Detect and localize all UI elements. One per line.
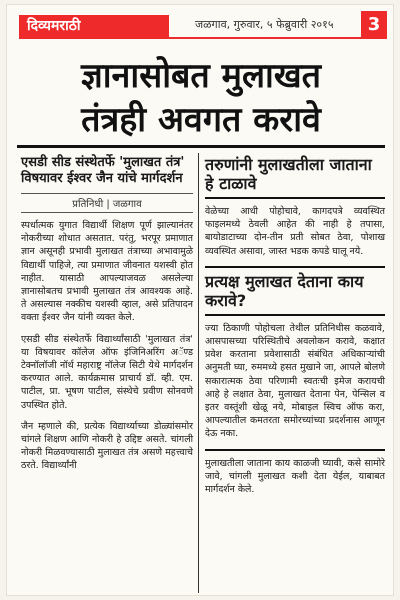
subheading: एसडी सीड संस्थेतर्फे 'मुलाखत तंत्र' विषयावर ईश्वर जैन यांचे मार्गदर्शन xyxy=(21,155,185,186)
right-column xyxy=(205,155,385,504)
dateline: जळगाव, गुरुवार, ५ फेब्रुवारी २०१५ xyxy=(195,18,334,31)
page-header xyxy=(7,11,395,43)
paragraph: ज्या ठिकाणी पोहोचला तेथील प्रतिनिधीस कळवावे, आसपासच्या परिस्थितीचे अवलोकन करावे, कक्षात प्रवेश करताना प्रवेशासाठी संबंधित अधिकाऱ्यांची अनुमती घ्या, रुममध्ये हसत मुखाने जा, आपले बोलणे सकारात्मक ठेवा परिणामी स्वतःची इमेज करायची आहे हे लक्षात ठेवा, मुलाखत देताना पेन, पेन्सिल व इतर वस्तूंशी खेळू नये, मोबाइल स्विच ऑफ करा, आपल्यातील कमतरता समोरच्यांच्या प्रदर्शनास आणून देऊ नका. xyxy=(205,322,385,440)
masthead-rule xyxy=(19,37,371,39)
column-divider xyxy=(198,153,199,593)
headline-divider xyxy=(17,145,385,148)
paragraph: वेळेच्या आधी पोहोचावे, कागदपत्रे व्यवस्थित फाइलमध्ये ठेवली आहेत की नाही हे तपासा, बायोडाटाच्या दोन-तीन प्रती सोबत ठेवा, पोशाख व्यवस्थित असावा, जास्त भडक कपडे घालू नये. xyxy=(205,206,385,257)
paragraph: स्पर्धात्मक युगात विद्यार्थी शिक्षण पूर्ण झाल्यानंतर नोकरीच्या शोधात असतात. परंतु, भरपूर प्रमाणात ज्ञान असूनही प्रभावी मुलाखत तंत्राच्या अभावामुळे विद्यार्थी पाहिजे, त्या प्रमाणात जीवनात यशस्वी होत नाहीत. यासाठी आपल्याजवळ असलेल्या ज्ञानासोबतच प्रभावी मुलाखत तंत्र आवश्यक आहे. ते असल्यास नक्कीच यशस्वी व्हाल, असे प्रतिपादन वक्ता ईश्वर जैन यांनी व्यक्त केले. xyxy=(21,220,193,324)
newspaper-page xyxy=(6,4,394,596)
closing-box xyxy=(205,449,385,497)
paragraph: मुलाखतीला जाताना काय काळजी घ्यावी, कसे सामोरे जावे, चांगली मुलाखत कशी देता येईल, याबाबत मार्गदर्शन केले. xyxy=(205,457,385,496)
masthead: दिव्यमराठी xyxy=(19,15,169,37)
paragraph: एसडी सीड संस्थेतर्फे विद्यार्थ्यांसाठी 'मुलाखत तंत्र' या विषयावर कॉलेज ऑफ इंजिनिअरिंग अॅण्ड टेक्नॉलॉजी नॉर्थ महाराष्ट्र नॉलेज सिटी येथे मार्गदर्शन करण्यात आले. कार्यक्रमास प्राचार्य डॉ. व्ही. एम. पाटील, प्रा. भूषण पाटील, संस्थेचे प्रवीण सोनवणे उपस्थित होते. xyxy=(21,333,193,411)
sidebar-heading-2: प्रत्यक्ष मुलाखत देताना काय करावे? xyxy=(205,266,385,316)
headline-line-2: तंत्रही अवगत करावे xyxy=(81,100,321,140)
page-number: 3 xyxy=(361,11,387,39)
sidebar-heading-1: तरुणांनी मुलाखतीला जाताना हे टाळावे xyxy=(205,155,385,199)
byline: प्रतिनिधी | जळगाव xyxy=(21,193,193,213)
headline-line-1: ज्ञानासोबत मुलाखत xyxy=(80,56,322,96)
paragraph: जैन म्हणाले की, प्रत्येक विद्यार्थ्याच्या डोळ्यांसमोर चांगले शिक्षण आणि नोकरी हे उद्दिष्ट असते. चांगली नोकरी मिळवण्यासाठी मुलाखत तंत्र असणे महत्त्वाचे ठरते. विद्यार्थ्यांनी xyxy=(21,420,193,472)
left-column xyxy=(21,155,193,481)
